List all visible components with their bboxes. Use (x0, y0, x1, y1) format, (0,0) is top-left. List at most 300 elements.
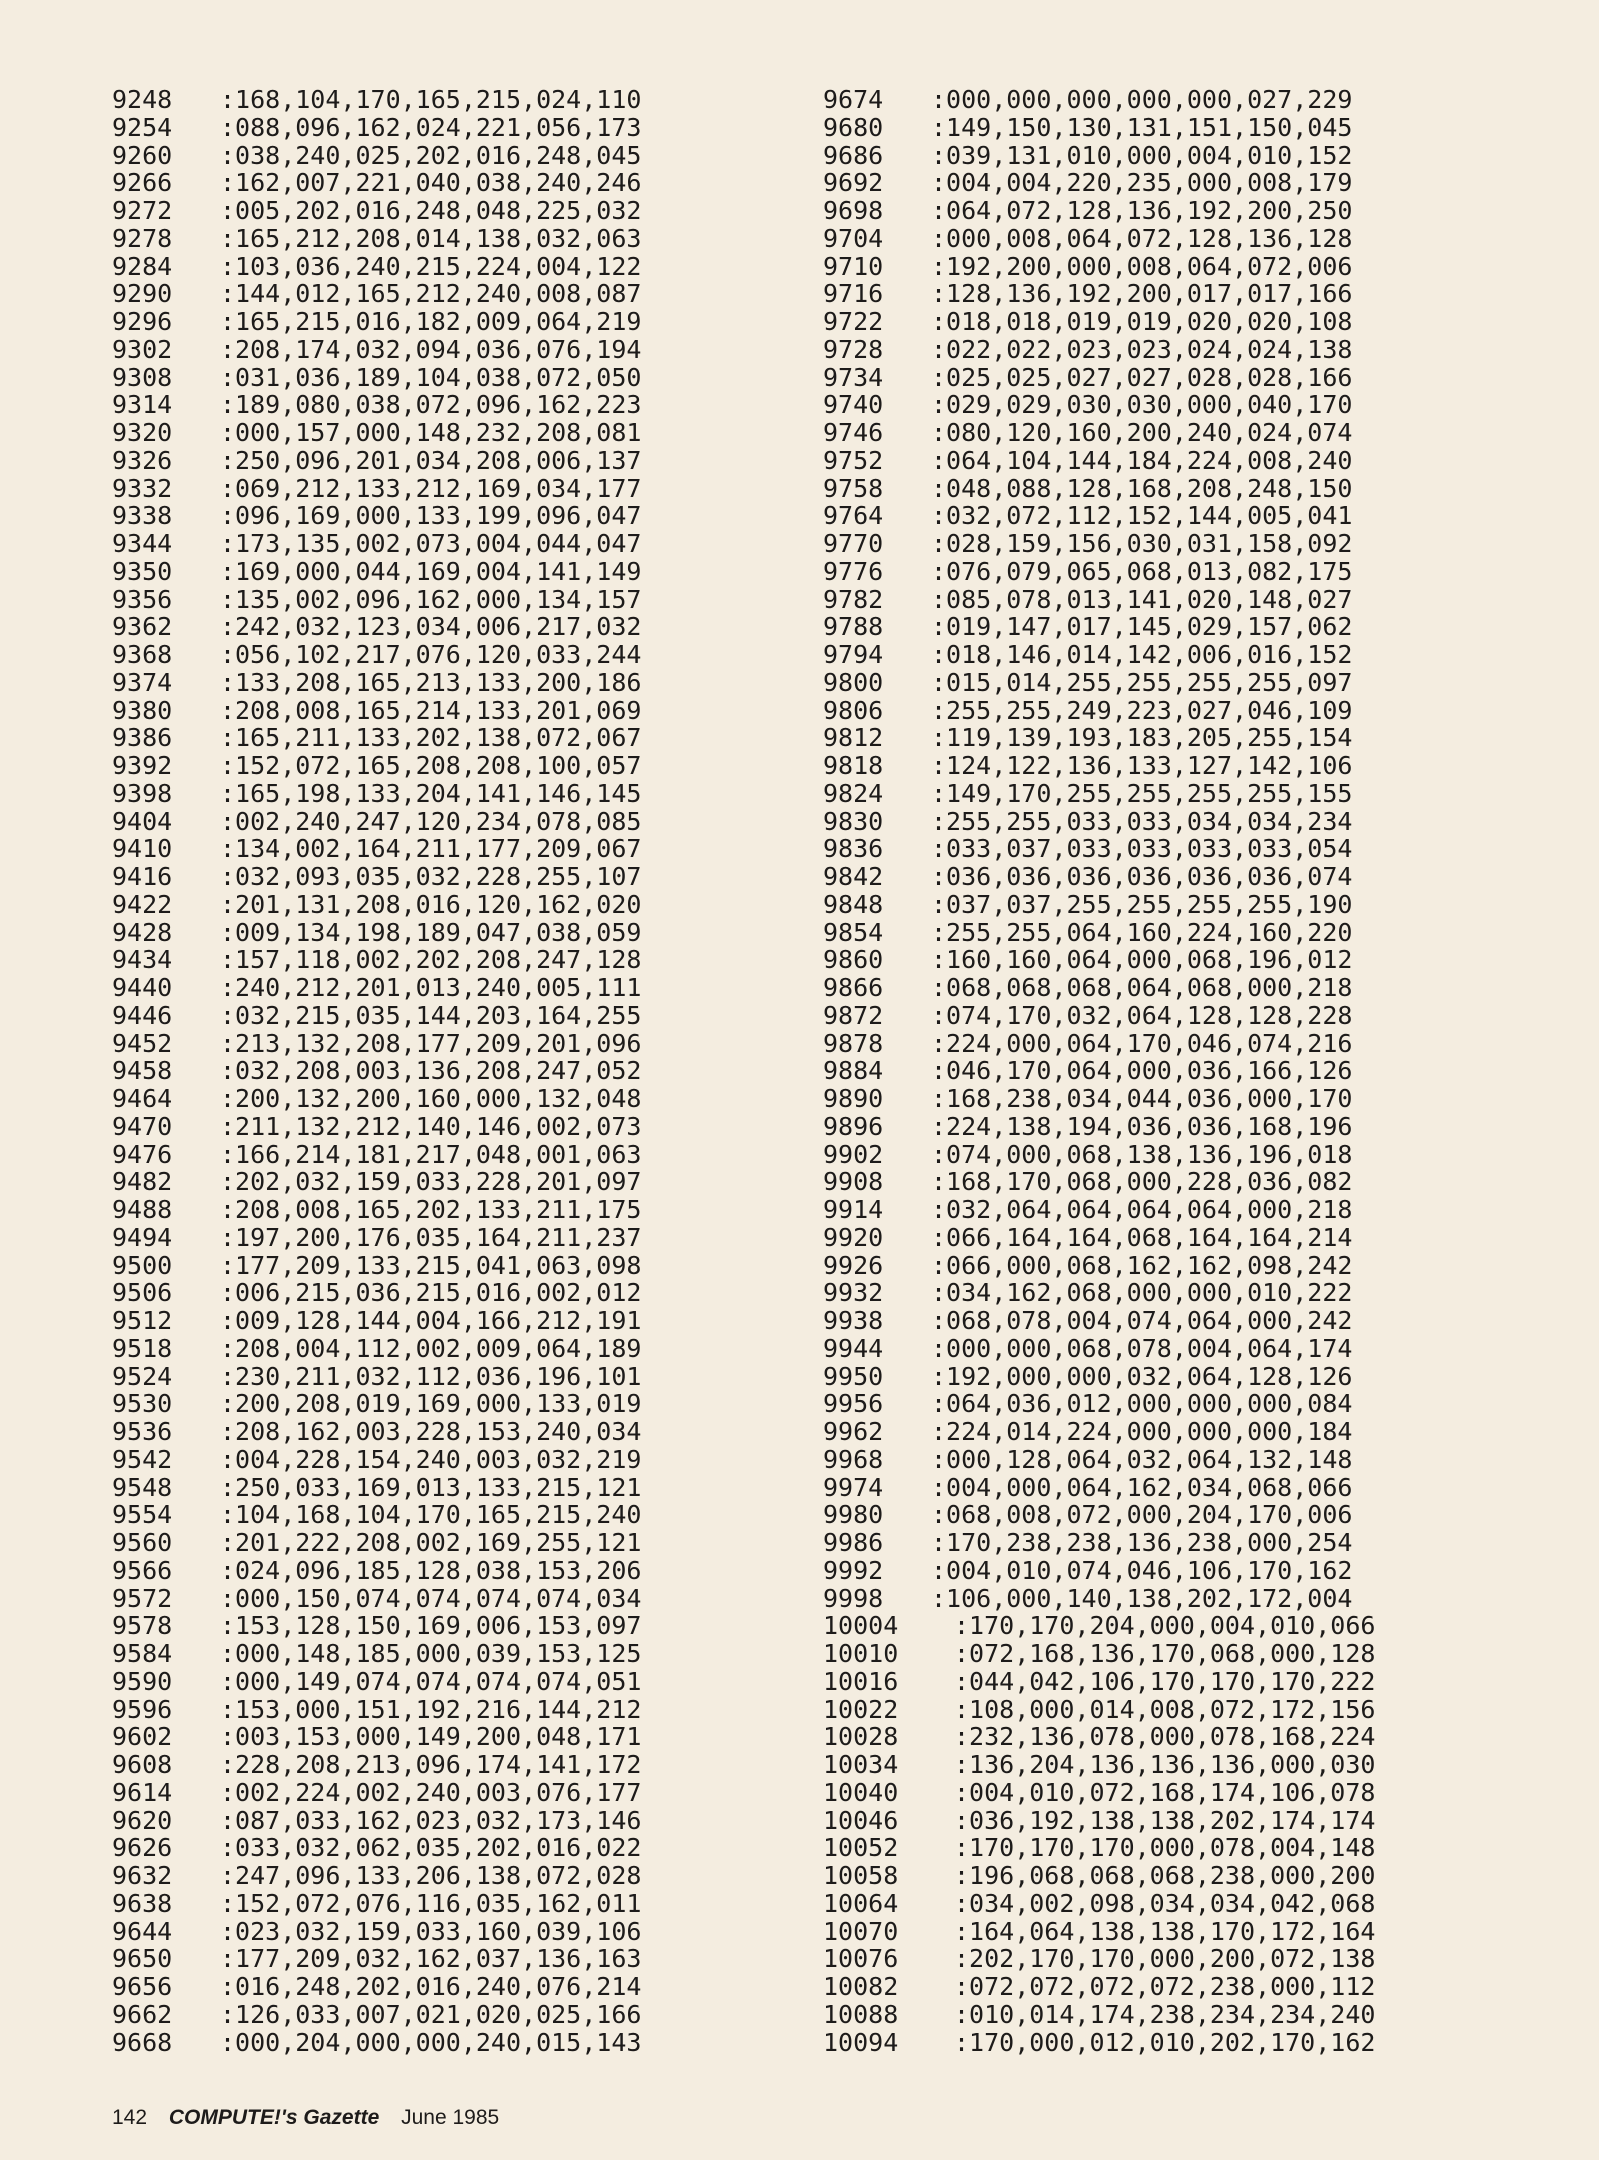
data-values: :160,160,064,000,068,196,012 (931, 945, 1353, 975)
data-values: :088,096,162,024,221,056,173 (220, 112, 642, 142)
listing-line (112, 1390, 641, 1418)
line-number: 9830 (823, 806, 884, 836)
data-values: :119,139,193,183,205,255,154 (931, 723, 1353, 753)
data-values: :000,149,074,074,074,074,051 (220, 1666, 642, 1696)
line-number: 9566 (112, 1555, 173, 1585)
listing-line (823, 142, 1375, 170)
line-number: 10070 (823, 1916, 899, 1946)
data-values: :168,238,034,044,036,000,170 (931, 1084, 1353, 1113)
listing-line (823, 1141, 1375, 1169)
data-values: :000,000,068,078,004,064,174 (931, 1333, 1353, 1363)
listing-line (112, 475, 641, 503)
data-values: :064,104,144,184,224,008,240 (931, 445, 1353, 475)
data-values: :108,000,014,008,072,172,156 (954, 1694, 1376, 1724)
data-values: :038,240,025,202,016,248,045 (220, 140, 642, 170)
listing-line (823, 253, 1375, 281)
data-values: :029,029,030,030,000,040,170 (931, 390, 1353, 420)
line-number: 9572 (112, 1583, 173, 1613)
line-number: 10052 (823, 1833, 899, 1863)
listing-line (823, 891, 1375, 919)
data-values: :037,037,255,255,255,255,190 (931, 889, 1353, 919)
data-values: :000,008,064,072,128,136,128 (931, 223, 1353, 253)
line-number: 9866 (823, 973, 884, 1002)
listing-line (112, 1002, 641, 1030)
line-number: 9734 (823, 362, 884, 392)
listing-line (823, 1252, 1375, 1280)
line-number: 10010 (823, 1639, 899, 1668)
listing-line (823, 1224, 1375, 1252)
data-values: :004,000,064,162,034,068,066 (931, 1472, 1353, 1502)
line-number: 9590 (112, 1666, 173, 1696)
data-values: :165,215,016,182,009,064,219 (220, 307, 642, 336)
listing-line (823, 1557, 1375, 1585)
data-values: :208,162,003,228,153,240,034 (220, 1417, 642, 1446)
listing-line (112, 558, 641, 586)
line-number: 9296 (112, 307, 173, 336)
data-values: :255,255,033,033,034,034,234 (931, 806, 1353, 836)
listing-line (823, 752, 1375, 780)
data-values: :036,036,036,036,036,036,074 (931, 862, 1353, 891)
line-number: 9356 (112, 584, 173, 614)
line-number: 9362 (112, 612, 173, 642)
data-values: :033,037,033,033,033,033,054 (931, 834, 1353, 864)
line-number: 9650 (112, 1944, 173, 1974)
data-values: :074,170,032,064,128,128,228 (931, 1000, 1353, 1030)
data-values: :000,157,000,148,232,208,081 (220, 418, 642, 447)
listing-line (823, 835, 1375, 863)
line-number: 9728 (823, 334, 884, 364)
listing-line (823, 1585, 1375, 1613)
data-values: :208,008,165,214,133,201,069 (220, 695, 642, 725)
listing-line (112, 808, 641, 836)
line-number: 9896 (823, 1111, 884, 1141)
listing-line (112, 919, 641, 947)
line-number: 9878 (823, 1028, 884, 1058)
line-number: 9500 (112, 1250, 173, 1280)
listing-line (112, 724, 641, 752)
data-values: :072,072,072,072,238,000,112 (954, 1972, 1376, 2001)
line-number: 9806 (823, 695, 884, 725)
data-values: :004,010,072,168,174,106,078 (954, 1777, 1376, 1807)
listing-line (823, 974, 1375, 1002)
listing-line (823, 475, 1375, 503)
data-values: :046,170,064,000,036,166,126 (931, 1056, 1353, 1086)
issue-date: June 1985 (401, 2106, 500, 2129)
line-number: 9758 (823, 473, 884, 503)
listing-line (823, 1002, 1375, 1030)
listing-line (112, 752, 641, 780)
line-number: 9902 (823, 1139, 884, 1169)
data-values: :032,093,035,032,228,255,107 (220, 862, 642, 891)
listing-line (112, 1696, 641, 1724)
listing-line (112, 1973, 641, 2001)
line-number: 10040 (823, 1777, 899, 1807)
data-values: :136,204,136,136,136,000,030 (954, 1750, 1376, 1779)
listing-line (823, 447, 1375, 475)
data-values: :064,036,012,000,000,000,084 (931, 1389, 1353, 1419)
data-values: :028,159,156,030,031,158,092 (931, 529, 1353, 558)
listing-line (112, 613, 641, 641)
data-values: :034,162,068,000,000,010,222 (931, 1278, 1353, 1308)
data-values: :009,134,198,189,047,038,059 (220, 917, 642, 947)
line-number: 9308 (112, 362, 173, 392)
listing-line (823, 1751, 1375, 1779)
listing-line (112, 1612, 641, 1640)
data-values: :255,255,064,160,224,160,220 (931, 917, 1353, 947)
line-number: 10064 (823, 1888, 899, 1918)
data-values: :044,042,106,170,170,170,222 (954, 1666, 1376, 1696)
line-number: 9554 (112, 1500, 173, 1530)
listing-line (823, 1474, 1375, 1502)
line-number: 9338 (112, 501, 173, 531)
data-values: :208,174,032,094,036,076,194 (220, 334, 642, 364)
listing-line (112, 1751, 641, 1779)
data-values: :006,215,036,215,016,002,012 (220, 1278, 642, 1308)
line-number: 9746 (823, 418, 884, 447)
line-number: 9776 (823, 556, 884, 586)
listing-line (823, 1612, 1375, 1640)
data-values: :170,238,238,136,238,000,254 (931, 1528, 1353, 1557)
line-number: 9350 (112, 556, 173, 586)
data-values: :064,072,128,136,192,200,250 (931, 196, 1353, 225)
listing-line (823, 1307, 1375, 1335)
line-number: 9908 (823, 1167, 884, 1197)
listing-line (823, 1363, 1375, 1391)
line-number: 9884 (823, 1056, 884, 1086)
line-number: 9944 (823, 1333, 884, 1363)
listing-line (823, 1945, 1375, 1973)
listing-line (823, 724, 1375, 752)
line-number: 9512 (112, 1306, 173, 1335)
line-number: 9968 (823, 1444, 884, 1474)
line-number: 9956 (823, 1389, 884, 1419)
data-values: :048,088,128,168,208,248,150 (931, 473, 1353, 503)
line-number: 9860 (823, 945, 884, 975)
line-number: 9560 (112, 1528, 173, 1557)
line-number: 10046 (823, 1805, 899, 1835)
line-number: 9986 (823, 1528, 884, 1557)
data-values: :224,000,064,170,046,074,216 (931, 1028, 1353, 1058)
data-values: :165,212,208,014,138,032,063 (220, 223, 642, 253)
data-values: :211,132,212,140,146,002,073 (220, 1111, 642, 1141)
data-values: :032,064,064,064,064,000,218 (931, 1195, 1353, 1224)
data-values: :068,008,072,000,204,170,006 (931, 1500, 1353, 1530)
line-number: 9332 (112, 473, 173, 503)
listing-line (112, 1557, 641, 1585)
data-values: :208,004,112,002,009,064,189 (220, 1333, 642, 1363)
line-number: 9872 (823, 1000, 884, 1030)
data-values: :018,146,014,142,006,016,152 (931, 640, 1353, 669)
listing-line (823, 641, 1375, 669)
listing-line (112, 419, 641, 447)
line-number: 9380 (112, 695, 173, 725)
listing-line (112, 1418, 641, 1446)
line-number: 9848 (823, 889, 884, 919)
data-values: :074,000,068,138,136,196,018 (931, 1139, 1353, 1169)
listing-line (823, 586, 1375, 614)
listing-line (823, 1529, 1375, 1557)
line-number: 9530 (112, 1389, 173, 1419)
listing-line (112, 835, 641, 863)
data-values: :165,198,133,204,141,146,145 (220, 778, 642, 808)
listing-column-left (112, 86, 641, 2056)
listing-line (112, 197, 641, 225)
data-values: :170,170,204,000,004,010,066 (954, 1611, 1376, 1641)
listing-line (823, 1030, 1375, 1058)
listing-line (112, 142, 641, 170)
line-number: 9368 (112, 640, 173, 669)
data-values: :066,000,068,162,162,098,242 (931, 1250, 1353, 1280)
listing-line (112, 1141, 641, 1169)
line-number: 10004 (823, 1611, 899, 1641)
line-number: 9278 (112, 223, 173, 253)
data-values: :087,033,162,023,032,173,146 (220, 1805, 642, 1835)
line-number: 9578 (112, 1611, 173, 1641)
data-values: :135,002,096,162,000,134,157 (220, 584, 642, 614)
listing-line (823, 391, 1375, 419)
data-values: :133,208,165,213,133,200,186 (220, 667, 642, 697)
data-values: :000,148,185,000,039,153,125 (220, 1639, 642, 1668)
line-number: 9950 (823, 1361, 884, 1391)
listing-line (823, 1335, 1375, 1363)
line-number: 10022 (823, 1694, 899, 1724)
line-number: 9794 (823, 640, 884, 669)
page-footer (112, 2106, 499, 2130)
data-values: :080,120,160,200,240,024,074 (931, 418, 1353, 447)
data-values: :004,004,220,235,000,008,179 (931, 168, 1353, 198)
line-number: 9974 (823, 1472, 884, 1502)
data-values: :036,192,138,138,202,174,174 (954, 1805, 1376, 1835)
data-values: :009,128,144,004,166,212,191 (220, 1306, 642, 1335)
listing-line (112, 863, 641, 891)
data-values: :247,096,133,206,138,072,028 (220, 1861, 642, 1890)
line-number: 9998 (823, 1583, 884, 1613)
data-values: :255,255,249,223,027,046,109 (931, 695, 1353, 725)
data-values: :230,211,032,112,036,196,101 (220, 1361, 642, 1391)
data-values: :242,032,123,034,006,217,032 (220, 612, 642, 642)
line-number: 9434 (112, 945, 173, 975)
listing-line (823, 225, 1375, 253)
line-number: 9374 (112, 667, 173, 697)
data-values: :177,209,133,215,041,063,098 (220, 1250, 642, 1280)
listing-line (112, 1085, 641, 1113)
data-values: :213,132,208,177,209,201,096 (220, 1028, 642, 1058)
line-number: 9320 (112, 418, 173, 447)
listing-line (112, 1113, 641, 1141)
data-values: :072,168,136,170,068,000,128 (954, 1639, 1376, 1668)
line-number: 9542 (112, 1444, 173, 1474)
data-values: :201,222,208,002,169,255,121 (220, 1528, 642, 1557)
data-values: :128,136,192,200,017,017,166 (931, 279, 1353, 309)
listing-line (823, 308, 1375, 336)
listing-line (112, 2001, 641, 2029)
data-values: :168,170,068,000,228,036,082 (931, 1167, 1353, 1197)
listing-line (112, 586, 641, 614)
line-number: 9782 (823, 584, 884, 614)
listing-line (112, 2029, 641, 2057)
data-values: :149,170,255,255,255,255,155 (931, 778, 1353, 808)
listing-line (112, 225, 641, 253)
line-number: 9476 (112, 1139, 173, 1169)
listing-line (823, 1113, 1375, 1141)
data-values: :153,000,151,192,216,144,212 (220, 1694, 642, 1724)
data-values: :025,025,027,027,028,028,166 (931, 362, 1353, 392)
page-number: 142 (112, 2106, 148, 2129)
data-values: :201,131,208,016,120,162,020 (220, 889, 642, 919)
listing-line (112, 280, 641, 308)
data-values: :032,215,035,144,203,164,255 (220, 1000, 642, 1030)
line-number: 10058 (823, 1861, 899, 1890)
data-values: :000,128,064,032,064,132,148 (931, 1444, 1353, 1474)
line-number: 9764 (823, 501, 884, 531)
listing-line (112, 1918, 641, 1946)
line-number: 9284 (112, 251, 173, 281)
data-values: :202,032,159,033,228,201,097 (220, 1167, 642, 1197)
listing-line (112, 1890, 641, 1918)
line-number: 10016 (823, 1666, 899, 1696)
line-number: 9890 (823, 1084, 884, 1113)
line-number: 10028 (823, 1722, 899, 1752)
listing-line (823, 1418, 1375, 1446)
line-number: 9620 (112, 1805, 173, 1835)
listing-line (823, 502, 1375, 530)
data-values: :056,102,217,076,120,033,244 (220, 640, 642, 669)
listing-line (112, 974, 641, 1002)
line-number: 9752 (823, 445, 884, 475)
listing-line (112, 697, 641, 725)
listing-line (823, 697, 1375, 725)
listing-line (823, 2001, 1375, 2029)
listing-line (823, 530, 1375, 558)
listing-line (823, 1279, 1375, 1307)
listing-line (823, 1807, 1375, 1835)
listing-line (112, 253, 641, 281)
line-number: 9404 (112, 806, 173, 836)
listing-line (112, 1196, 641, 1224)
data-values: :192,000,000,032,064,128,126 (931, 1361, 1353, 1391)
data-values: :106,000,140,138,202,172,004 (931, 1583, 1353, 1613)
line-number: 9506 (112, 1278, 173, 1308)
data-values: :000,204,000,000,240,015,143 (220, 2027, 642, 2057)
listing-line (112, 530, 641, 558)
line-number: 9812 (823, 723, 884, 753)
data-values: :157,118,002,202,208,247,128 (220, 945, 642, 975)
line-number: 9644 (112, 1916, 173, 1946)
data-values: :103,036,240,215,224,004,122 (220, 251, 642, 281)
listing-line (823, 419, 1375, 447)
listing-line (823, 1390, 1375, 1418)
data-values: :016,248,202,016,240,076,214 (220, 1972, 642, 2001)
magazine-title: COMPUTE!'s Gazette (168, 2106, 380, 2129)
listing-line (823, 1696, 1375, 1724)
listing-line (823, 919, 1375, 947)
line-number: 9524 (112, 1361, 173, 1391)
data-values: :153,128,150,169,006,153,097 (220, 1611, 642, 1641)
data-values: :068,068,068,064,068,000,218 (931, 973, 1353, 1002)
data-values: :124,122,136,133,127,142,106 (931, 751, 1353, 780)
data-values: :031,036,189,104,038,072,050 (220, 362, 642, 392)
line-number: 9674 (823, 85, 884, 114)
listing-column-right (823, 86, 1375, 2056)
listing-line (823, 613, 1375, 641)
data-values: :024,096,185,128,038,153,206 (220, 1555, 642, 1585)
data-values: :177,209,032,162,037,136,163 (220, 1944, 642, 1974)
data-values: :004,010,074,046,106,170,162 (931, 1555, 1353, 1585)
line-number: 9704 (823, 223, 884, 253)
listing-line (823, 1890, 1375, 1918)
data-values: :165,211,133,202,138,072,067 (220, 723, 642, 753)
data-values: :170,170,170,000,078,004,148 (954, 1833, 1376, 1863)
line-number: 9836 (823, 834, 884, 864)
listing-line (823, 364, 1375, 392)
line-number: 9494 (112, 1222, 173, 1252)
listing-line (823, 669, 1375, 697)
data-values: :173,135,002,073,004,044,047 (220, 529, 642, 558)
listing-line (823, 1196, 1375, 1224)
data-values: :149,150,130,131,151,150,045 (931, 112, 1353, 142)
data-values: :019,147,017,145,029,157,062 (931, 612, 1353, 642)
line-number: 9452 (112, 1028, 173, 1058)
data-values: :010,014,174,238,234,234,240 (954, 1999, 1376, 2029)
line-number: 9656 (112, 1972, 173, 2001)
listing-line (112, 1057, 641, 1085)
data-values: :032,208,003,136,208,247,052 (220, 1056, 642, 1086)
listing-line (823, 1862, 1375, 1890)
data-values: :069,212,133,212,169,034,177 (220, 473, 642, 503)
listing-line (112, 780, 641, 808)
data-values: :000,000,000,000,000,027,229 (931, 85, 1353, 114)
data-values: :192,200,000,008,064,072,006 (931, 251, 1353, 281)
listing-line (112, 114, 641, 142)
data-values: :004,228,154,240,003,032,219 (220, 1444, 642, 1474)
data-values: :152,072,165,208,208,100,057 (220, 751, 642, 780)
line-number: 10034 (823, 1750, 899, 1779)
line-number: 9632 (112, 1861, 173, 1890)
listing-line (112, 1446, 641, 1474)
data-values: :250,096,201,034,208,006,137 (220, 445, 642, 475)
listing-line (823, 1779, 1375, 1807)
line-number: 9788 (823, 612, 884, 642)
data-values: :197,200,176,035,164,211,237 (220, 1222, 642, 1252)
line-number: 9842 (823, 862, 884, 891)
listing-line (112, 946, 641, 974)
line-number: 9326 (112, 445, 173, 475)
data-values: :169,000,044,169,004,141,149 (220, 556, 642, 586)
listing-line (112, 1474, 641, 1502)
data-values: :240,212,201,013,240,005,111 (220, 973, 642, 1002)
line-number: 10094 (823, 2027, 899, 2057)
listing-line (112, 1501, 641, 1529)
data-values: :144,012,165,212,240,008,087 (220, 279, 642, 309)
listing-line (112, 1168, 641, 1196)
data-values: :015,014,255,255,255,255,097 (931, 667, 1353, 697)
line-number: 9626 (112, 1833, 173, 1863)
listing-line (112, 1807, 641, 1835)
data-values: :032,072,112,152,144,005,041 (931, 501, 1353, 531)
line-number: 9410 (112, 834, 173, 864)
data-values: :022,022,023,023,024,024,138 (931, 334, 1353, 364)
line-number: 9416 (112, 862, 173, 891)
line-number: 9932 (823, 1278, 884, 1308)
data-values: :166,214,181,217,048,001,063 (220, 1139, 642, 1169)
data-values: :104,168,104,170,165,215,240 (220, 1500, 642, 1530)
listing-line (823, 1057, 1375, 1085)
listing-line (112, 1668, 641, 1696)
listing-line (112, 1529, 641, 1557)
line-number: 9518 (112, 1333, 173, 1363)
data-values: :202,170,170,000,200,072,138 (954, 1944, 1376, 1974)
line-number: 9392 (112, 751, 173, 780)
